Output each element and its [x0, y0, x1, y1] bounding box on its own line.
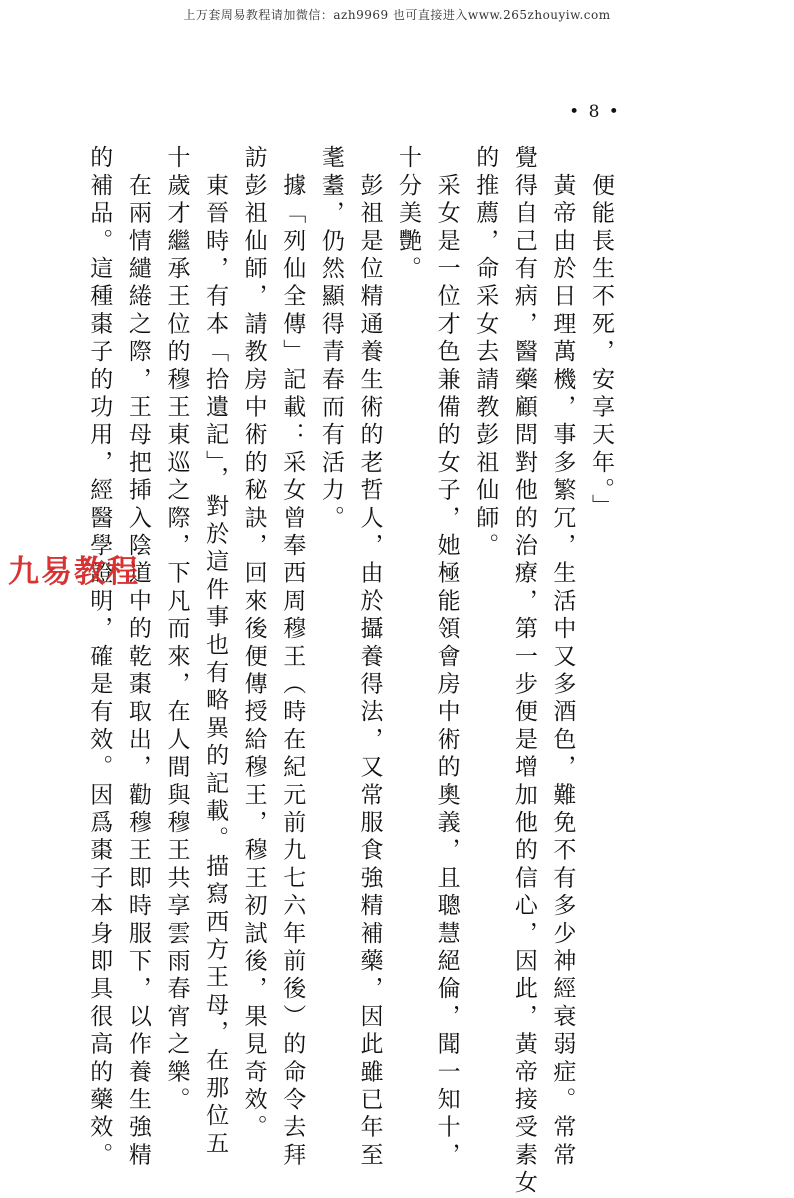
text-column: 的推薦，命采女去請教彭祖仙師。 — [472, 145, 499, 561]
text-column: 的補品。這種棗子的功用，經醫學證明，確是有效。因爲棗子本身即具很高的藥效。 — [86, 145, 113, 1170]
text-column: 東晉時，有本「拾遺記」，對於這件事也有略異的記載。描寫西方王母，在那位五 — [202, 145, 229, 1159]
text-column: 彭祖是位精通養生術的老哲人，由於攝養得法，又常服食強精補藥，因此雖已年至 — [356, 145, 383, 1170]
header-contact-note: 上万套周易教程请加微信：azh9969 也可直接进入www.265zhouyiw.com — [183, 8, 611, 22]
page-number: • 8 • — [569, 102, 621, 122]
watermark-logo: 九易教程 — [8, 554, 140, 590]
text-column: 覺得自己有病，醫藥顧問對他的治療，第一步便是增加他的信心，因此，黃帝接受素女 — [510, 145, 537, 1198]
text-column: 采女是一位才色兼備的女子，她極能領會房中術的奧義，且聰慧絕倫，聞一知十， — [433, 145, 460, 1170]
text-column: 耄耋，仍然顯得青春而有活力。 — [317, 145, 344, 533]
text-column: 便能長生不死，安享天年。」 — [588, 145, 614, 522]
text-column: 十分美艷。 — [395, 145, 422, 284]
text-column: 在兩情繾綣之際，王母把揷入陰道中的乾棗取出，勸穆王即時服下，以作養生強精 — [124, 145, 151, 1170]
vertical-text-body — [86, 145, 620, 1198]
text-column: 黃帝由於日理萬機，事多繁冗，生活中又多酒色，難免不有多少神經衰弱症。常常 — [549, 145, 576, 1170]
text-column: 訪彭祖仙師，請教房中術的秘訣，回來後便傳授給穆王，穆王初試後，果見奇效。 — [240, 145, 267, 1143]
text-column: 據「列仙全傳」記載：采女曾奉西周穆王（時在紀元前九七六年前後）的命令去拜 — [279, 145, 306, 1170]
text-column: 十歲才繼承王位的穆王東巡之際，下凡而來，在人間與穆王共享雲雨春宵之樂。 — [163, 145, 190, 1115]
